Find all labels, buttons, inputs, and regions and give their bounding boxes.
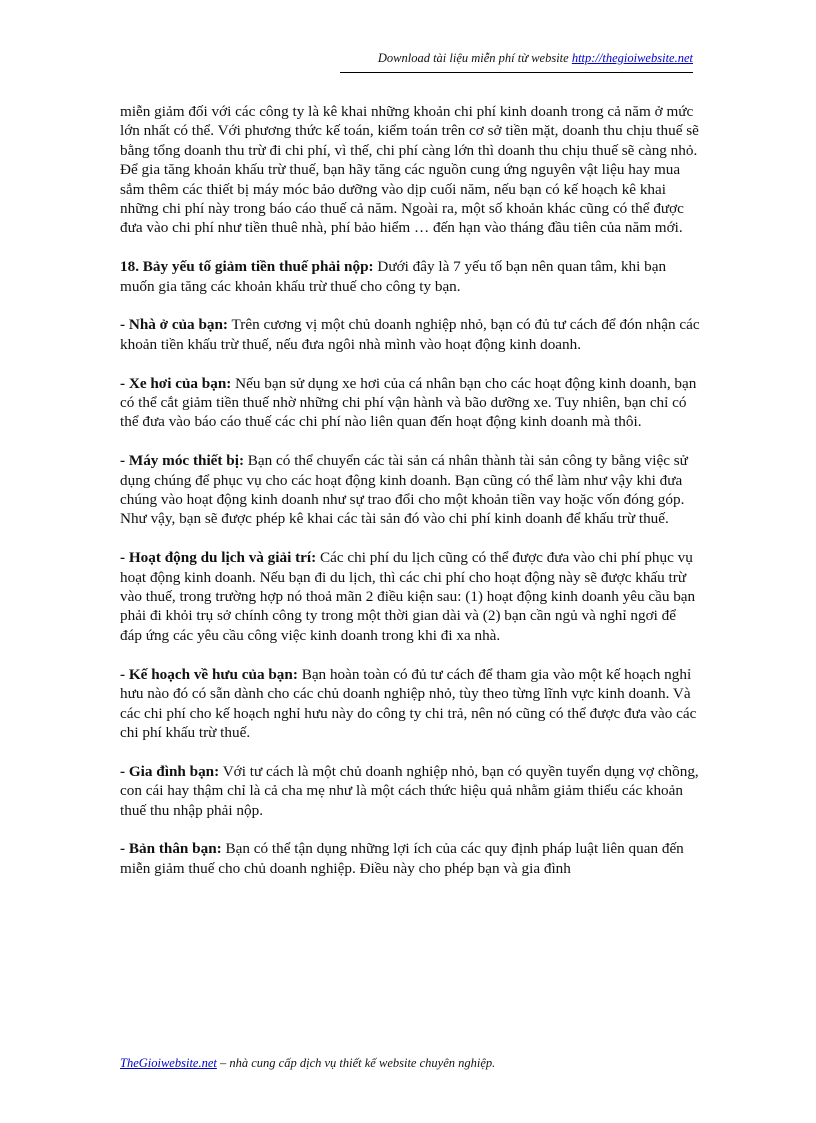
item-heading: - Máy móc thiết bị: [120,452,244,470]
item-car [120,374,700,432]
item-body: Các chi phí du lịch cũng có thể được đưa vào chi phí phục vụ hoạt động kinh doanh. Nếu bạn đi du lịch, thì các chi phí cho hoạt động này sẽ được khấu trừ vào thuế, trong trường hợp nó thoả mãn 2 điều kiện sau: (1) hoạt động kinh doanh yêu cầu bạn phải đi khỏi trụ sở chính công ty trong một thời gian dài và (2) bạn cần ngủ và nghỉ ngơi để đáp ứng các yêu cầu công việc kinh doanh trong khi đi xa nhà. [120,549,696,644]
item-family [120,762,700,820]
item-travel [120,548,700,645]
item-body: Nếu bạn sử dụng xe hơi của cá nhân bạn cho các hoạt động kinh doanh, bạn có thể cắt giảm tiền thuế nhờ những chi phí vận hành và bão dưỡng xe. Tuy nhiên, bạn chỉ có thể đưa vào báo cáo thuế các chi phí nào liên quan đến hoạt động kinh doanh mà thôi. [120,374,697,431]
paragraph-intro [120,102,700,238]
paragraph-body: Dưới đây là 7 yếu tố bạn nên quan tâm, khi bạn muốn gia tăng các khoản khấu trừ thuế cho công ty bạn. [120,258,667,295]
header-prefix: Download tài liệu miễn phí từ website [377,51,572,65]
footer-website-link[interactable]: TheGioiwebsite.net [120,1056,217,1070]
footer-suffix: – nhà cung cấp dịch vụ thiết kế website chuyên nghiệp. [216,1056,496,1070]
item-heading: - Hoạt động du lịch và giải trí: [120,549,317,567]
item-body: Với tư cách là một chủ doanh nghiệp nhỏ, bạn có quyền tuyển dụng vợ chồng, con cái hay thậm chỉ là cả cha mẹ như là một cách thức hiệu quả nhằm giảm thiểu các khoản thuế thu nhập phải nộp. [120,762,699,819]
header-website-link[interactable]: http://thegioiwebsite.net [571,51,693,65]
item-body: Bạn có thể tận dụng những lợi ích của các quy định pháp luật liên quan đến miễn giảm thuế cho chủ doanh nghiệp. Điều này cho phép bạn và gia đình [120,840,684,877]
item-self [120,839,700,878]
page-footer [120,1056,495,1071]
paragraph-body: miễn giảm đối với các công ty là kê khai những khoản chi phí kinh doanh trong cả năm ở mức lớn nhất có thể. Với phương thức kế toán, kiểm toán trên cơ sở tiền mặt, doanh thu chịu thuế sẽ bằng tổng doanh thu trừ đi chi phí, vì thế, chi phí càng lớn thì doanh thu chịu thuế sẽ càng nhỏ. Để gia tăng khoản khấu trừ thuế, bạn hãy tăng các nguồn cung ứng nguyên vật liệu hay mua sắm thêm các thiết bị máy móc bảo dưỡng vào dịp cuối năm, nếu bạn có kế hoạch kê khai những chi phí này trong báo cáo thuế cả năm. Ngoài ra, một số khoản khác cũng có thể được đưa vào chi phí như tiền thuê nhà, phí bảo hiểm … đến hạn vào tháng đầu tiên của năm mới. [120,103,699,237]
header-divider [340,72,693,73]
item-body: Trên cương vị một chủ doanh nghiệp nhỏ, bạn có đủ tư cách để đón nhận các khoản tiền khấu trừ thuế, nếu đưa ngôi nhà mình vào hoạt động kinh doanh. [120,316,700,353]
section-heading: 18. Bảy yếu tố giảm tiền thuế phải nộp: [120,258,374,276]
section-18-heading-paragraph [120,257,700,296]
document-body [120,102,700,898]
item-heading: - Bản thân bạn: [120,840,222,858]
item-heading: - Xe hơi của bạn: [120,374,232,392]
item-body: Bạn hoàn toàn có đủ tư cách để tham gia vào một kế hoạch nghỉ hưu nào đó có sẵn dành cho các chủ doanh nghiệp nhỏ, tùy theo từng lĩnh vực kinh doanh. Và các chi phí cho kế hoạch nghỉ hưu này do công ty chi trả, nên nó cũng có thể được đưa vào các chi phí khấu trừ thuế. [120,665,697,741]
item-home [120,315,700,354]
item-body: Bạn có thể chuyển các tài sản cá nhân thành tài sản công ty bằng việc sử dụng chúng để phục vụ cho các hoạt động kinh doanh. Bạn cũng có thể làm như vậy khi đưa chúng vào hoạt động kinh doanh như sự trao đổi cho một khoản tiền vay hoặc vốn đóng góp. Như vậy, bạn sẽ được phép kê khai các tài sản đó vào chi phí kinh doanh để khấu trừ thuế. [120,452,688,528]
item-equipment [120,451,700,529]
item-retirement [120,665,700,743]
item-heading: - Kế hoạch về hưu của bạn: [120,665,298,683]
header-text [378,51,693,66]
page-header [340,51,693,75]
item-heading: - Gia đình bạn: [120,762,220,780]
item-heading: - Nhà ở của bạn: [120,316,228,334]
